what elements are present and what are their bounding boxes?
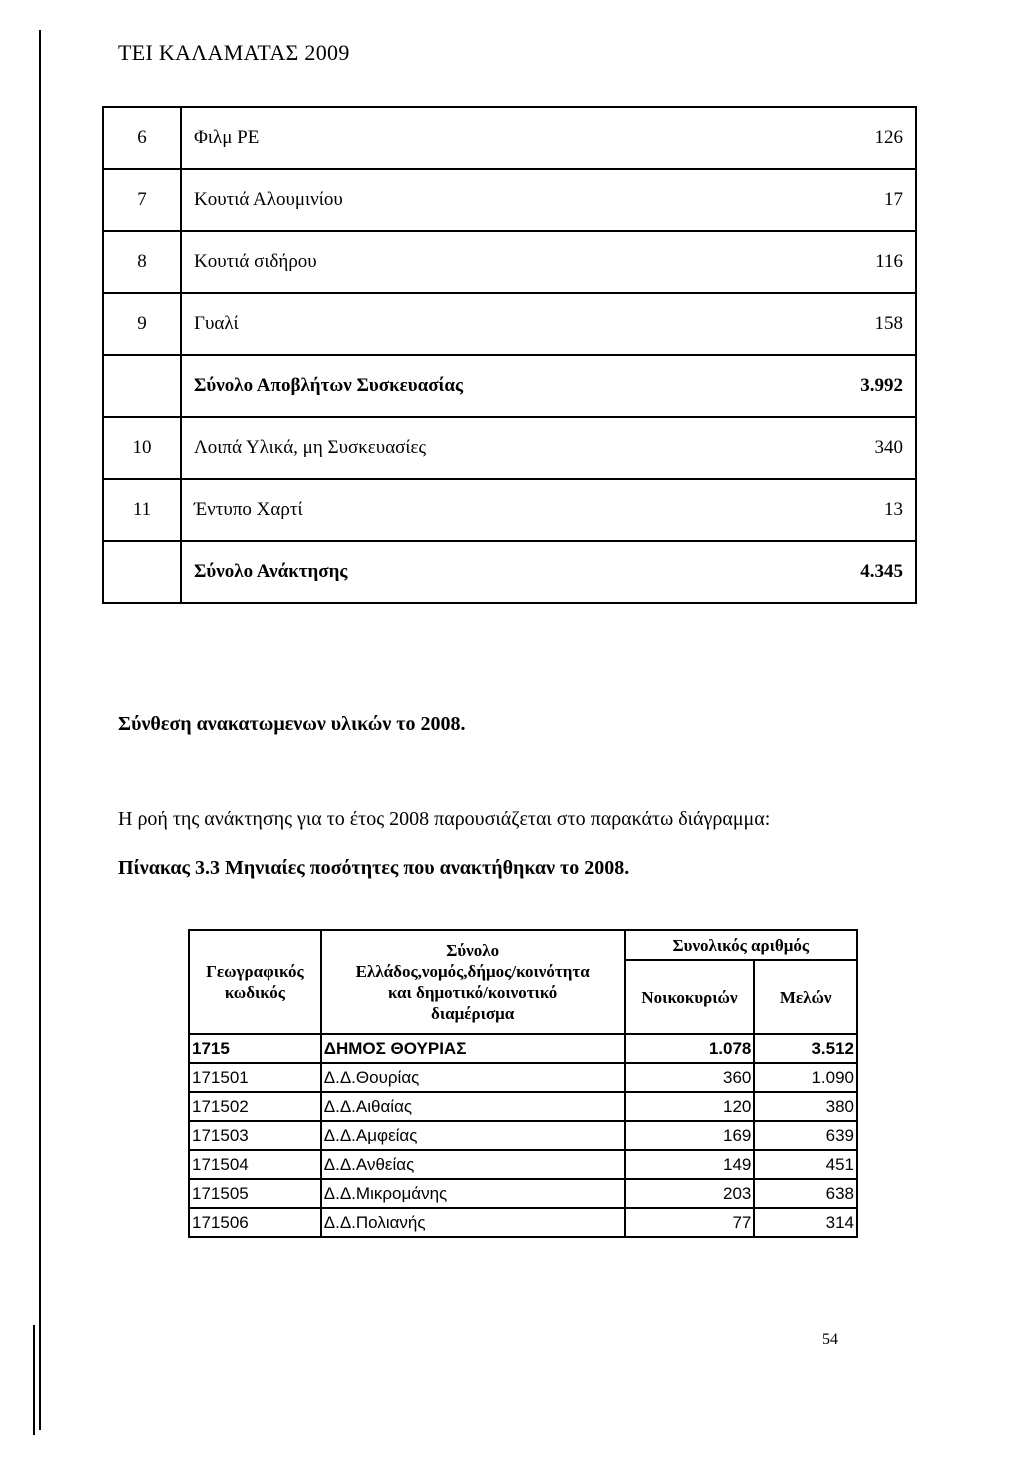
households-count: 77 xyxy=(625,1208,755,1237)
material-value: 4.345 xyxy=(696,541,916,603)
row-number: 7 xyxy=(103,169,181,231)
table-row xyxy=(189,1150,857,1179)
row-number: 10 xyxy=(103,417,181,479)
table-row xyxy=(103,107,916,169)
area-name: Δ.Δ.Πολιανής xyxy=(321,1208,625,1237)
members-count: 314 xyxy=(754,1208,857,1237)
members-count: 451 xyxy=(754,1150,857,1179)
table-row xyxy=(189,1121,857,1150)
geo-code: 171506 xyxy=(189,1208,321,1237)
row-number: 6 xyxy=(103,107,181,169)
table-row xyxy=(103,231,916,293)
material-name: Γυαλί xyxy=(181,293,696,355)
material-name: Σύνολο Ανάκτησης xyxy=(181,541,696,603)
recovery-materials-table xyxy=(102,106,917,604)
members-count: 3.512 xyxy=(754,1034,857,1063)
area-name: Δ.Δ.Αμφείας xyxy=(321,1121,625,1150)
material-value: 158 xyxy=(696,293,916,355)
table-row-subtotal xyxy=(103,355,916,417)
material-name: Κουτιά Αλουμινίου xyxy=(181,169,696,231)
households-count: 203 xyxy=(625,1179,755,1208)
row-number: 9 xyxy=(103,293,181,355)
header-members: Μελών xyxy=(754,960,857,1034)
table-row xyxy=(189,1208,857,1237)
material-name: Σύνολο Αποβλήτων Συσκευασίας xyxy=(181,355,696,417)
table-row xyxy=(103,479,916,541)
table-caption: Πίνακας 3.3 Μηνιαίες ποσότητες που ανακτήθηκαν το 2008. xyxy=(118,857,630,879)
material-value: 116 xyxy=(696,231,916,293)
geo-code: 171504 xyxy=(189,1150,321,1179)
material-value: 340 xyxy=(696,417,916,479)
header-line: διαμέρισμα xyxy=(431,1004,515,1023)
geo-code: 171501 xyxy=(189,1063,321,1092)
geo-code: 171502 xyxy=(189,1092,321,1121)
scan-edge-line-lower xyxy=(33,1325,35,1435)
body-paragraph: Η ροή της ανάκτησης για το έτος 2008 παρουσιάζεται στο παρακάτω διάγραμμα: xyxy=(118,808,771,830)
members-count: 638 xyxy=(754,1179,857,1208)
geo-code: 171505 xyxy=(189,1179,321,1208)
members-count: 380 xyxy=(754,1092,857,1121)
material-name: Έντυπο Χαρτί xyxy=(181,479,696,541)
households-count: 360 xyxy=(625,1063,755,1092)
row-number: 11 xyxy=(103,479,181,541)
header-households: Νοικοκυριών xyxy=(625,960,755,1034)
material-name: Φιλμ PE xyxy=(181,107,696,169)
area-name: Δ.Δ.Θουρίας xyxy=(321,1063,625,1092)
header-total-area xyxy=(321,930,625,1034)
material-name: Λοιπά Υλικά, μη Συσκευασίες xyxy=(181,417,696,479)
households-count: 120 xyxy=(625,1092,755,1121)
members-count: 639 xyxy=(754,1121,857,1150)
header-line: και δημοτικό/κοινοτικό xyxy=(388,983,558,1002)
header-geographic-code: Γεωγραφικός κωδικός xyxy=(189,930,321,1034)
table-row xyxy=(103,169,916,231)
row-number xyxy=(103,355,181,417)
area-name: Δ.Δ.Αιθαίας xyxy=(321,1092,625,1121)
table-row-municipality xyxy=(189,1034,857,1063)
table-row xyxy=(189,1092,857,1121)
page-number: 54 xyxy=(822,1331,838,1348)
area-name: Δ.Δ.Μικρομάνης xyxy=(321,1179,625,1208)
material-value: 17 xyxy=(696,169,916,231)
scan-edge-line xyxy=(39,30,41,1430)
households-count: 169 xyxy=(625,1121,755,1150)
material-name: Κουτιά σιδήρου xyxy=(181,231,696,293)
page-header: ΤΕΙ ΚΑΛΑΜΑΤΑΣ 2009 xyxy=(118,40,350,65)
members-count: 1.090 xyxy=(754,1063,857,1092)
header-line: Ελλάδος,νομός,δήμος/κοινότητα xyxy=(355,962,590,981)
material-value: 3.992 xyxy=(696,355,916,417)
table-caption: Σύνθεση ανακατωμενων υλικών το 2008. xyxy=(118,713,466,735)
geo-code: 171503 xyxy=(189,1121,321,1150)
material-value: 13 xyxy=(696,479,916,541)
area-name: ΔΗΜΟΣ ΘΟΥΡΙΑΣ xyxy=(321,1034,625,1063)
table-row-total xyxy=(103,541,916,603)
geo-code: 1715 xyxy=(189,1034,321,1063)
header-total-count: Συνολικός αριθμός xyxy=(625,930,857,960)
row-number xyxy=(103,541,181,603)
households-count: 149 xyxy=(625,1150,755,1179)
area-name: Δ.Δ.Ανθείας xyxy=(321,1150,625,1179)
table-row xyxy=(103,417,916,479)
table-row xyxy=(189,1063,857,1092)
households-count: 1.078 xyxy=(625,1034,755,1063)
municipality-table xyxy=(188,929,858,1238)
table-row xyxy=(189,1179,857,1208)
row-number: 8 xyxy=(103,231,181,293)
header-line: Σύνολο xyxy=(446,941,500,960)
material-value: 126 xyxy=(696,107,916,169)
table-row xyxy=(103,293,916,355)
